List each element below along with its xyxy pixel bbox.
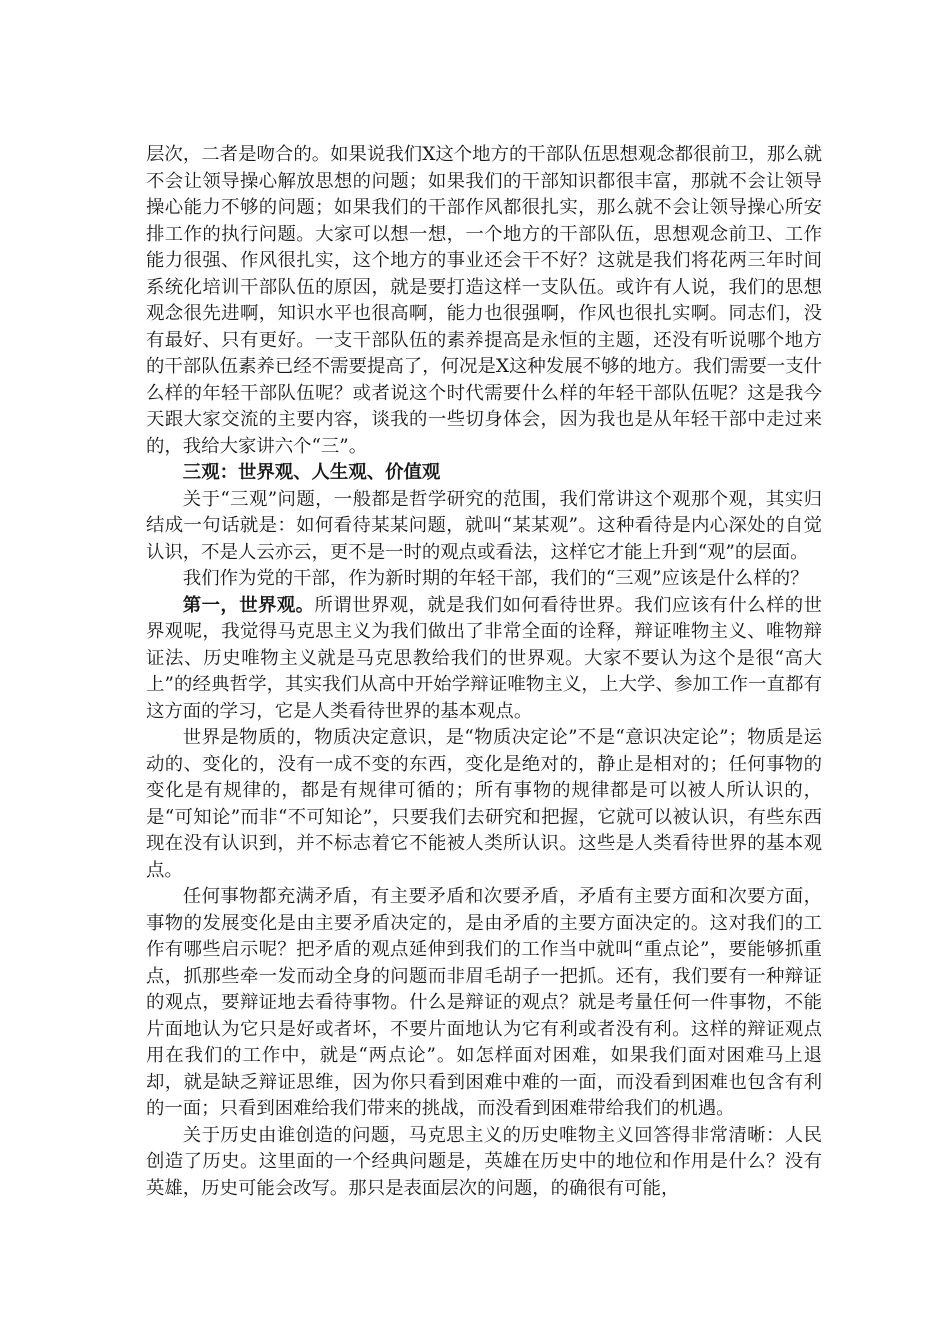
paragraph-history: 关于历史由谁创造的问题，马克思主义的历史唯物主义回答得非常清晰：人民创造了历史。这里面的一个经典问题是，英雄在历史中的地位和作用是什么？没有英雄，历史可能会改写。那只是表面层次的问题，的确很有可能， xyxy=(146,1124,822,1199)
paragraph-continued: 层次，二者是吻合的。如果说我们X这个地方的干部队伍思想观念都很前卫，那么就不会让领导操心解放思想的问题；如果我们的干部知识都很丰富，那就不会让领导操心能力不够的问题；如果我们的干部作风都很扎实，那么就不会让领导操心所安排工作的执行问题。大家可以想一想，一个地方的干部队伍，思想观念前卫、工作能力很强、作风很扎实，这个地方的事业还会干不好？这就是我们将花两三年时间系统化培训干部队伍的原因，就是要打造这样一支队伍。或许有人说，我们的思想观念很先进啊，知识水平也很高啊，能力也很强啊，作风也很扎实啊。同志们，没有最好、只有更好。一支干部队伍的素养提高是永恒的主题，还没有听说哪个地方的干部队伍素养已经不需要提高了，何况是X这种发展不够的地方。我们需要一支什么样的年轻干部队伍呢？或者说这个时代需要什么样的年轻干部队伍呢？这是我今天跟大家交流的主要内容，谈我的一些切身体会，因为我也是从年轻干部中走过来的，我给大家讲六个“三”。 xyxy=(146,144,822,457)
document-page xyxy=(146,142,822,1202)
paragraph-material-world: 世界是物质的，物质决定意识，是“物质决定论”不是“意识决定论”；物质是运动的、变化的，没有一成不变的东西，变化是绝对的，静止是相对的；任何事物的变化是有规律的，都是有规律可循的；所有事物的规律都是可以被人所认识的，是“可知论”而非“不可知论”，只要我们去研究和把握，它就可以被认识，有些东西现在没有认识到，并不标志着它不能被人类所认识。这些是人类看待世界的基本观点。 xyxy=(146,727,822,881)
paragraph-three-views-intro: 关于“三观”问题，一般都是哲学研究的范围，我们常讲这个观那个观，其实归结成一句话就是：如何看待某某问题，就叫“某某观”。这种看待是内心深处的自觉认识，不是人云亦云，更不是一时的观点或看法，这样它才能上升到“观”的层面。 xyxy=(146,488,822,563)
paragraph-question: 我们作为党的干部，作为新时期的年轻干部，我们的“三观”应该是什么样的？ xyxy=(182,568,809,589)
paragraph-worldview xyxy=(146,593,822,726)
section-heading-three-views: 三观：世界观、人生观、价值观 xyxy=(182,462,441,483)
worldview-lead: 第一，世界观。 xyxy=(182,594,315,616)
paragraph-contradictions: 任何事物都充满矛盾，有主要矛盾和次要矛盾，矛盾有主要方面和次要方面，事物的发展变化是由主要矛盾决定的，是由矛盾的主要方面决定的。这对我们的工作有哪些启示呢？把矛盾的观点延伸到我们的工作当中就叫“重点论”，要能够抓重点，抓那些牵一发而动全身的问题而非眉毛胡子一把抓。还有，我们要有一种辩证的观点，要辩证地去看待事物。什么是辩证的观点？就是考量任何一件事物，不能片面地认为它只是好或者坏，不要片面地认为它有利或者没有利。这样的辩证观点用在我们的工作中，就是“两点论”。如怎样面对困难，如果我们面对困难马上退却，就是缺乏辩证思维，因为你只看到困难中难的一面，而没看到困难也包含有利的一面；只看到困难给我们带来的挑战，而没看到困难带给我们的机遇。 xyxy=(146,886,822,1119)
worldview-body: 所谓世界观，就是我们如何看待世界。我们应该有什么样的世界观呢，我觉得马克思主义为我们做出了非常全面的诠释，辩证唯物主义、唯物辩证法、历史唯物主义就是马克思教给我们的世界观。大家不要认为这个是很“高大上”的经典哲学，其实我们从高中开始学辩证唯物主义，上大学、参加工作一直都有这方面的学习，它是人类看待世界的基本观点。 xyxy=(146,594,822,722)
